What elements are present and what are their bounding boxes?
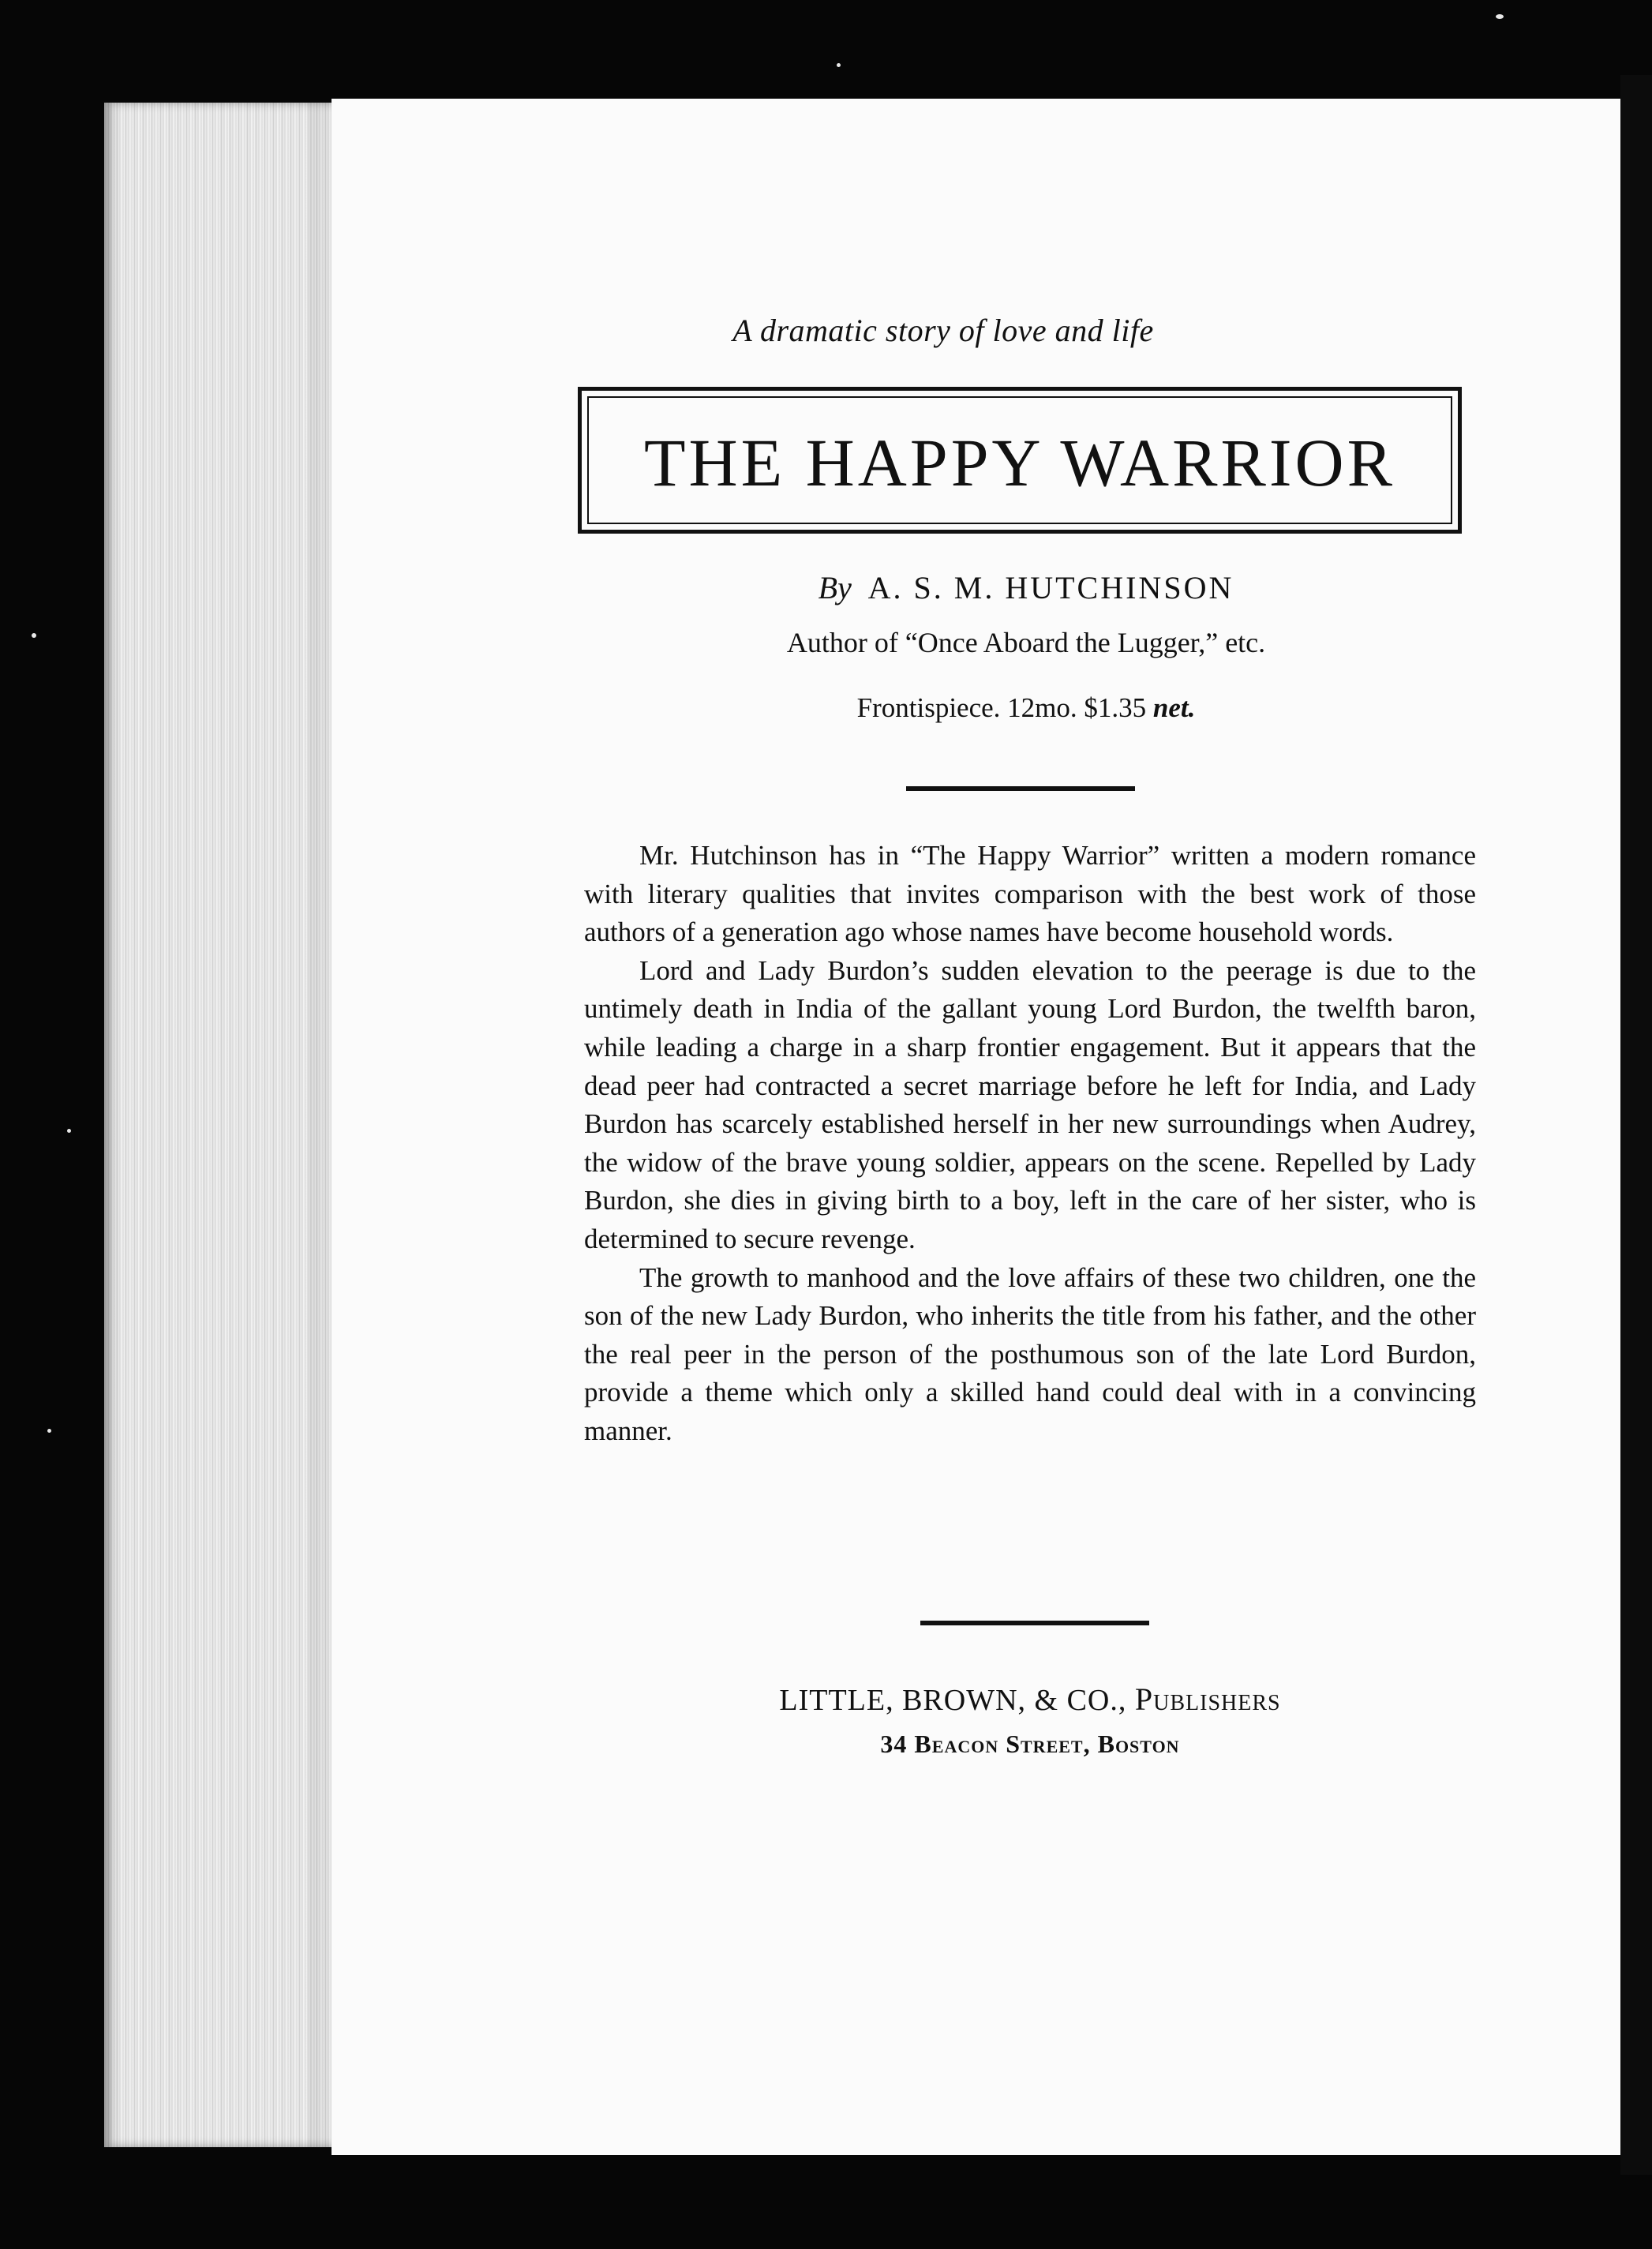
price-suffix: net.	[1152, 692, 1196, 723]
tagline: A dramatic story of love and life	[732, 313, 1154, 348]
scan-speck	[32, 633, 36, 638]
description	[584, 837, 1476, 1451]
book-page-edges	[104, 103, 341, 2147]
scan-speck	[67, 1129, 71, 1133]
top-divider	[906, 786, 1135, 791]
author-name: A. S. M. HUTCHINSON	[867, 570, 1234, 605]
book-details	[592, 692, 1460, 724]
author-previous-works: Author of “Once Aboard the Lugger,” etc.	[786, 627, 1266, 658]
bottom-divider	[920, 1621, 1149, 1625]
publisher-line	[584, 1681, 1476, 1718]
byline	[592, 569, 1460, 606]
publisher-name: LITTLE, BROWN, & CO.,	[779, 1684, 1127, 1717]
scan-speck	[837, 63, 841, 67]
title-frame	[578, 387, 1462, 534]
book-title: THE HAPPY WARRIOR	[644, 425, 1395, 500]
paragraph: Mr. Hutchinson has in “The Happy Warrior” written a modern romance with literary qualities that invites comparison with the best work of those authors of a generation ago whose names have become household words.	[584, 840, 1476, 948]
paragraph: Lord and Lady Burdon’s sudden elevation to the peerage is due to the untimely death in India of the gallant young Lord Burdon, the twelfth baron, while leading a charge in a sharp frontier engagement. But it appears that the dead peer had contracted a secret marriage before he left for India, and Lady Burdon has scarcely established herself in her new surroundings when Audrey, the widow of the brave young soldier, appears on the scene. Repelled by Lady Burdon, she dies in giving birth to a boy, left in the care of her sister, who is determined to secure revenge.	[584, 954, 1476, 1254]
paragraph: The growth to manhood and the love affairs of these two children, one the son of the new Lady Burdon, who inherits the title from his father, and the other the real peer in the person of the posthumous son of the late Lord Burdon, provide a theme which only a skilled hand could deal with in a convincing manner.	[584, 1261, 1476, 1446]
byline-prefix: By	[818, 570, 852, 605]
scan-speck	[47, 1429, 51, 1433]
book-page	[332, 99, 1620, 2155]
scan-right-edge	[1620, 75, 1652, 2175]
scan-speck	[1496, 14, 1504, 19]
format-and-price: Frontispiece. 12mo. $1.35	[856, 692, 1147, 723]
publisher-address: 34 Beacon Street, Boston	[880, 1730, 1180, 1758]
publisher-role: Publishers	[1134, 1681, 1281, 1717]
